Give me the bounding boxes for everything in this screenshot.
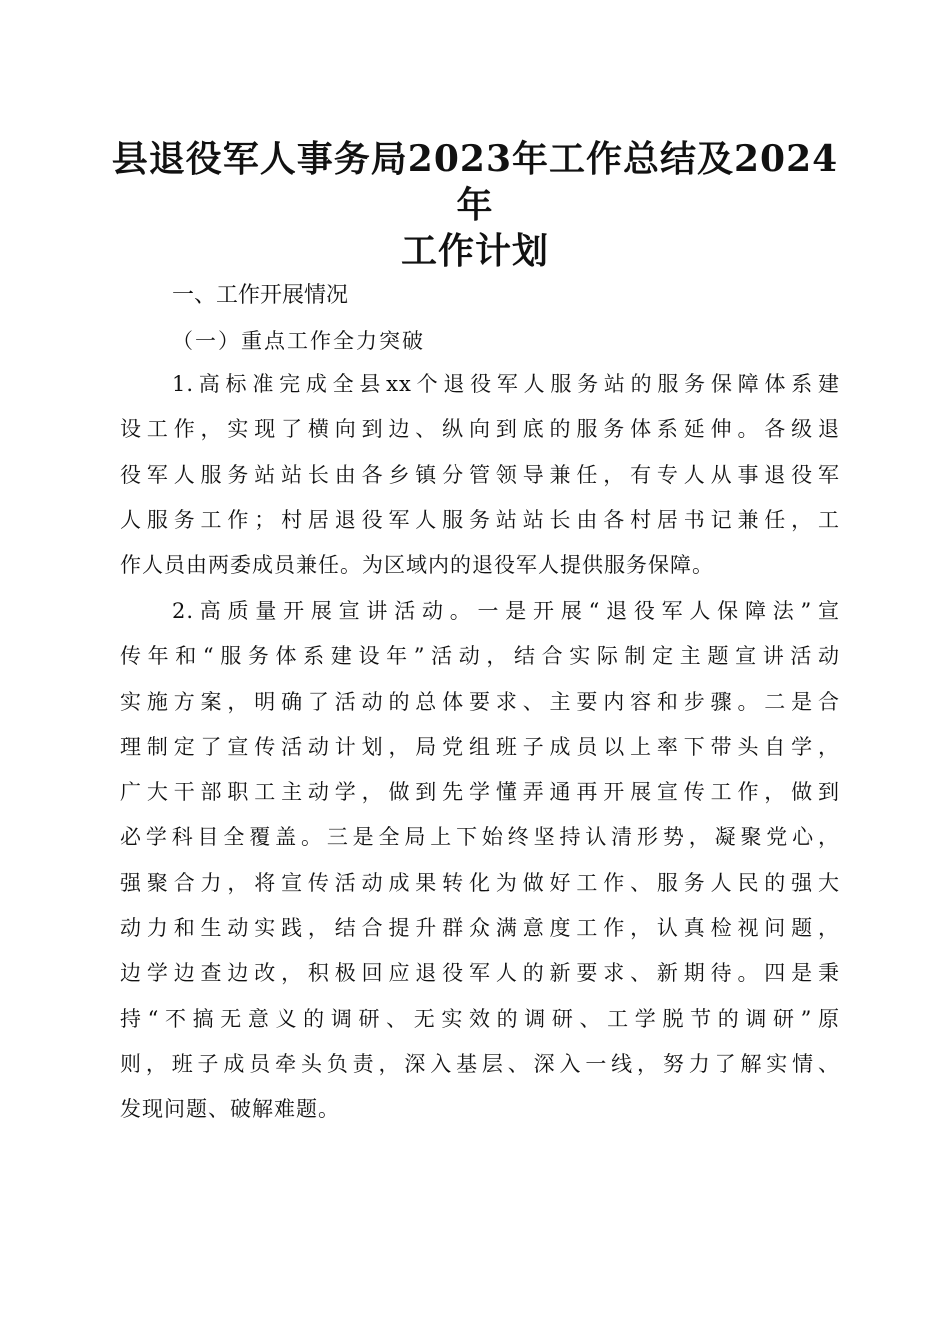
- title-line: 县退役军人事务局2023年工作总结及2024年: [111, 138, 839, 226]
- paragraph-line: 则，班子成员牵头负责，深入基层、深入一线，努力了解实情、: [120, 1051, 840, 1076]
- paragraph-line: 持“不搞无意义的调研、无实效的调研、工学脱节的调研”原: [120, 1006, 840, 1031]
- paragraph-line: 边学边查边改，积极回应退役军人的新要求、新期待。四是秉: [120, 961, 840, 986]
- paragraph-1: [120, 362, 840, 588]
- paragraph-line: 广大干部职工主动学，做到先学懂弄通再开展宣传工作，做到: [120, 780, 840, 805]
- paragraph-line: 人服务工作；村居退役军人服务站站长由各村居书记兼任，工: [120, 507, 840, 532]
- paragraph-line: 必学科目全覆盖。三是全局上下始终坚持认清形势，凝聚党心，: [120, 825, 840, 850]
- paragraph-line: 理制定了宣传活动计划，局党组班子成员以上率下带头自学，: [120, 734, 840, 759]
- paragraph-line: 动力和生动实践，结合提升群众满意度工作，认真检视问题，: [120, 916, 840, 941]
- title-line: 工作计划: [400, 230, 549, 272]
- paragraph-2: [120, 589, 840, 1133]
- document-title: [100, 136, 850, 274]
- subsection-heading: （一）重点工作全力突破: [172, 329, 425, 353]
- paragraph-line: 传年和“服务体系建设年”活动，结合实际制定主题宣讲活动: [120, 644, 840, 669]
- paragraph-line: 强聚合力，将宣传活动成果转化为做好工作、服务人民的强大: [120, 870, 840, 895]
- paragraph-line: 作人员由两委成员兼任。为区域内的退役军人提供服务保障。: [120, 553, 714, 578]
- paragraph-line: 设工作，实现了横向到边、纵向到底的服务体系延伸。各级退: [120, 417, 840, 442]
- paragraph-line: 实施方案，明确了活动的总体要求、主要内容和步骤。二是合: [120, 689, 840, 714]
- paragraph-line: 役军人服务站站长由各乡镇分管领导兼任，有专人从事退役军: [120, 462, 840, 487]
- paragraph-line: 发现问题、破解难题。: [120, 1097, 340, 1122]
- section-heading: 一、工作开展情况: [172, 283, 349, 308]
- paragraph-line: 2.高质量开展宣讲活动。一是开展“退役军人保障法”宣: [172, 599, 840, 623]
- paragraph-line: 1.高标准完成全县xx个退役军人服务站的服务保障体系建: [172, 372, 840, 396]
